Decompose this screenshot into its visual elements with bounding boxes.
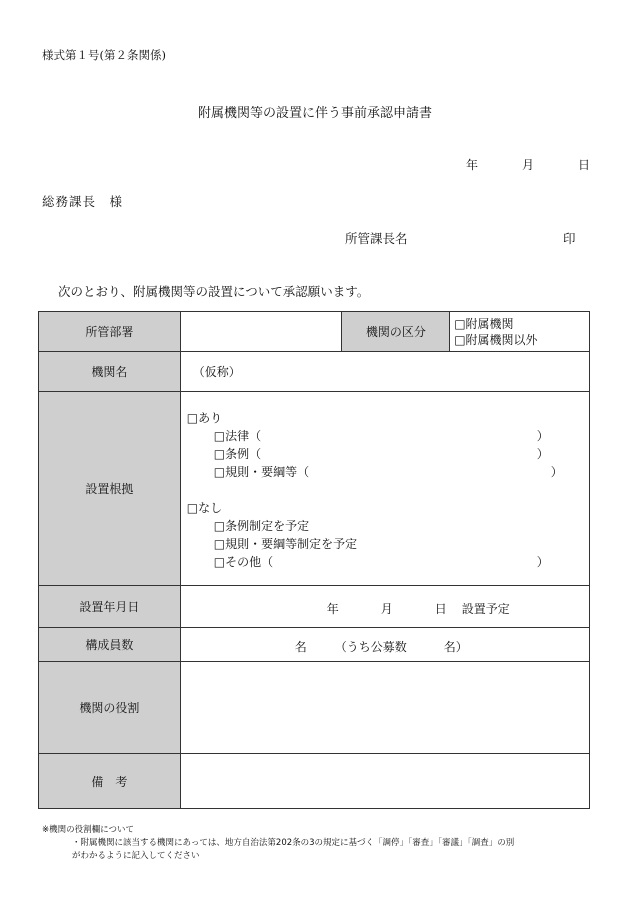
basis-options [180, 392, 589, 586]
members-public-label: （うち公募数 [334, 640, 407, 654]
department-value[interactable] [180, 312, 342, 352]
application-table [38, 311, 590, 809]
checkbox-basis-ordinance[interactable]: □条例（ [213, 447, 262, 461]
date-day-label: 日 [578, 158, 591, 172]
close-paren: ） [536, 555, 549, 569]
checkbox-planned-ordinance[interactable]: □条例制定を予定 [213, 519, 310, 533]
notes [42, 824, 514, 863]
notes-line-1: ・附属機関に該当する機関にあっては、地方自治法第202条の3の規定に基づく「調停」「審査」「審議」「調査」の別 [72, 838, 515, 848]
addressee: 総務課長 様 [42, 194, 124, 209]
role-label: 機関の役割 [39, 662, 181, 754]
date-cell-month: 月 [380, 602, 393, 616]
row-remarks [39, 754, 590, 809]
department-label: 所管部署 [39, 312, 181, 352]
date-year-label: 年 [466, 158, 479, 172]
close-paren: ） [536, 429, 549, 443]
row-role [39, 662, 590, 754]
seal-mark: 印 [563, 231, 576, 246]
checkbox-basis-other[interactable]: □その他（ [213, 555, 274, 569]
members-public-unit: 名） [443, 640, 468, 654]
checkbox-planned-rules[interactable]: □規則・要綱等制定を予定 [213, 537, 358, 551]
date-month-label: 月 [522, 158, 535, 172]
checkbox-basis-rules[interactable]: □規則・要綱等（ [213, 465, 310, 479]
remarks-value[interactable] [180, 754, 589, 809]
date-cell-year: 年 [326, 602, 339, 616]
date-label: 設置年月日 [39, 586, 181, 628]
checkbox-attached-body[interactable]: □附属機関 [454, 316, 514, 331]
row-date [39, 586, 590, 628]
category-label: 機関の区分 [342, 312, 450, 352]
members-value[interactable] [180, 628, 589, 662]
close-paren: ） [550, 465, 563, 479]
checkbox-basis-law[interactable]: □法律（ [213, 429, 262, 443]
role-value[interactable] [180, 662, 589, 754]
intro-text: 次のとおり、附属機関等の設置について承認願います。 [58, 284, 370, 299]
date-cell-suffix: 設置予定 [461, 602, 510, 616]
date-cell-day: 日 [434, 602, 447, 616]
notes-line-2: がわかるように記入してください [72, 851, 200, 861]
row-department [39, 312, 590, 352]
category-options [450, 312, 590, 352]
document-title: 附属機関等の設置に伴う事前承認申請書 [197, 106, 432, 121]
members-unit: 名 [294, 640, 307, 654]
date-value[interactable] [180, 586, 589, 628]
row-name [39, 352, 590, 392]
row-members [39, 628, 590, 662]
members-label: 構成員数 [39, 628, 181, 662]
notes-heading: ※機関の役割欄について [42, 825, 134, 835]
remarks-label: 備 考 [39, 754, 181, 809]
close-paren: ） [536, 447, 549, 461]
form-number: 様式第１号(第２条関係) [42, 48, 166, 62]
name-label: 機関名 [39, 352, 181, 392]
row-basis [39, 392, 590, 586]
applicant-label: 所管課長名 [345, 231, 408, 246]
basis-label: 設置根拠 [39, 392, 181, 586]
checkbox-non-attached-body[interactable]: □附属機関以外 [454, 332, 538, 347]
checkbox-basis-yes[interactable]: □あり [186, 411, 223, 425]
checkbox-basis-no[interactable]: □なし [186, 501, 223, 515]
name-value[interactable]: （仮称） [180, 352, 589, 392]
